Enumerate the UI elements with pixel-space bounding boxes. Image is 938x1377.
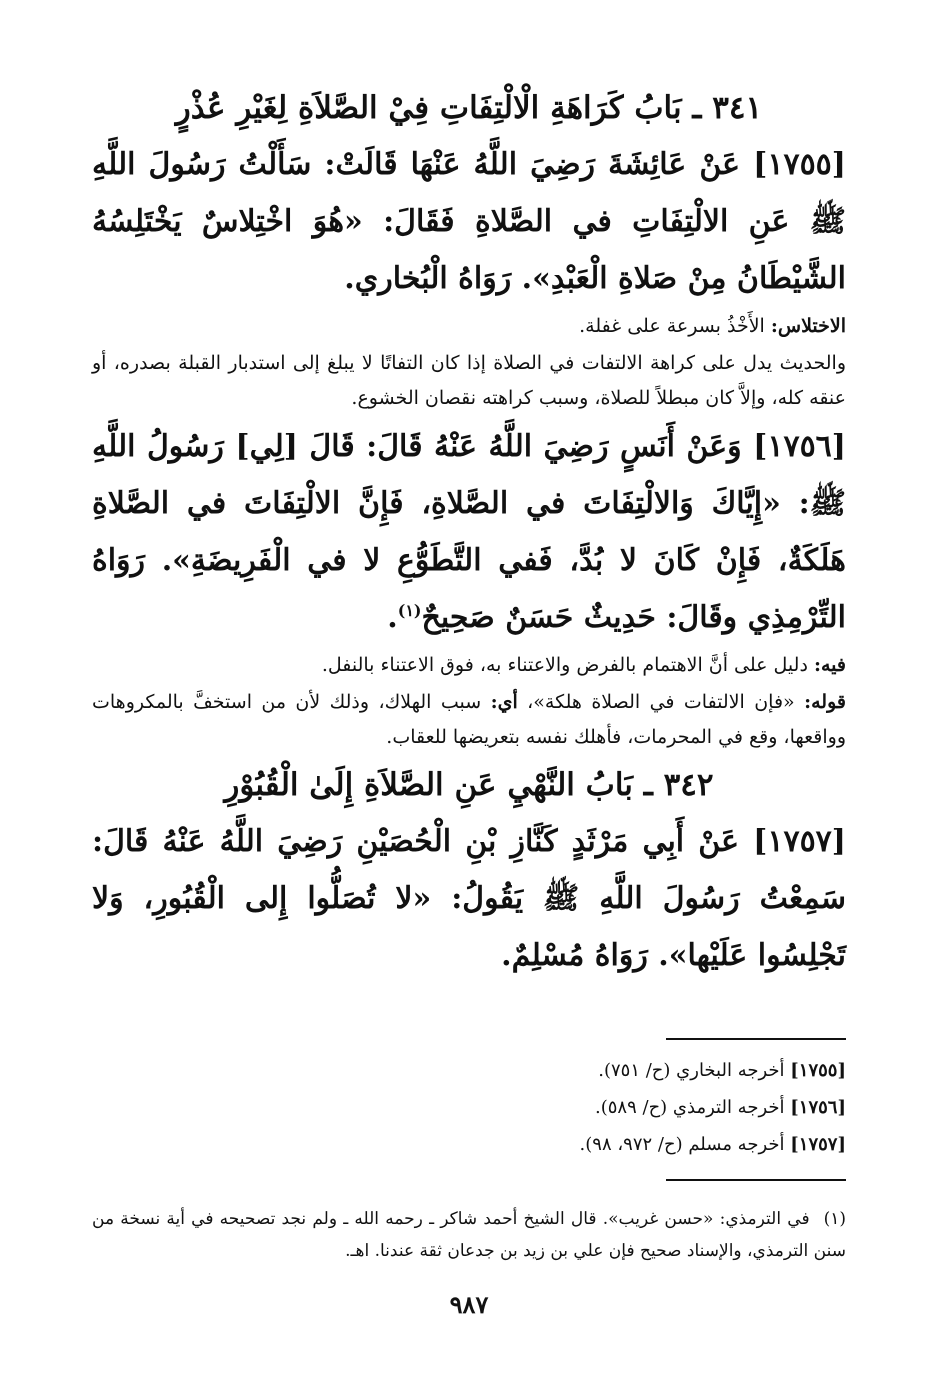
reference-number: [١٧٥٦] [790, 1097, 846, 1118]
reference-text: أخرجه مسلم (ح/ ٩٧٢، ٩٨). [579, 1134, 785, 1155]
hadith-text: عَنْ عَائِشَةَ رَضِيَ اللَّهُ عَنْهَا قَالَتْ: سَأَلْتُ رَسُولَ اللَّهِ ﷺ عَنِ الالْتِفَاتِ في الصَّلاةِ فَقَالَ: «هُوَ اخْتِلاسٌ يَخْتَلِسُهُ الشَّيْطَانُ مِنْ صَلاةِ الْعَبْدِ». رَوَاهُ الْبُخاري. [92, 147, 846, 296]
footnote-number: (١) [823, 1209, 846, 1229]
reference-text: أخرجه البخاري (ح/ ٧٥١). [598, 1060, 785, 1081]
commentary-quote: «فإن الالتفات في الصلاة هلكة»، [517, 691, 805, 713]
hadith-1755 [92, 136, 846, 307]
footnotes-divider [666, 1179, 846, 1181]
hadith-1756 [92, 418, 846, 646]
chapter-heading-341: ٣٤١ ـ بَابُ كَرَاهَةِ الْالْتِفَاتِ فِيْ الصَّلاَةِ لِغَيْرِ عُذْرٍ [175, 90, 763, 126]
commentary-qawluhu [92, 685, 846, 755]
commentary-text: سبب الهلاك، وذلك لأن من استخفَّ بالمكروهات وواقعها، وقع في المحرمات، فأهلك نفسه بتعريضها للعقاب. [92, 691, 846, 748]
page-number: ٩٨٧ [449, 1290, 489, 1319]
references-divider [666, 1038, 846, 1040]
footnotes-block [92, 1179, 846, 1267]
reference-text: أخرجه الترمذي (ح/ ٥٨٩). [595, 1097, 785, 1118]
commentary-text: دليل على أنَّ الاهتمام بالفرض والاعتناء به، فوق الاعتناء بالنفل. [321, 654, 814, 676]
commentary-label: الاختلاس: [770, 315, 846, 337]
reference-line [92, 1052, 846, 1089]
reference-number: [١٧٥٧] [790, 1134, 846, 1155]
hadith-text: عَنْ أَبِي مَرْثَدٍ كَنَّازِ بْنِ الْحُصَيْنِ رَضِيَ اللَّهُ عَنْهُ قَالَ: سَمِعْتُ رَسُولَ اللَّهِ ﷺ يَقُولُ: «لا تُصَلُّوا إِلى الْقُبُورِ، وَلا تَجْلِسُوا عَلَيْها». رَوَاهُ مُسْلِمٌ. [92, 824, 846, 973]
commentary-definition [92, 309, 846, 344]
commentary-fihi [92, 648, 846, 683]
reference-line [92, 1089, 846, 1126]
commentary-label: قوله: [804, 691, 846, 713]
hadith-number: [١٧٥٦] [753, 429, 846, 464]
hadith-number: [١٧٥٥] [753, 147, 846, 182]
commentary-label-ay: أي: [490, 691, 518, 713]
reference-line [92, 1126, 846, 1163]
commentary-text: الأَخْذُ بسرعة على غفلة. [579, 315, 771, 337]
footnote-mark: (١) [397, 601, 422, 620]
footnote-text: في الترمذي: «حسن غريب». قال الشيخ أحمد شاكر ـ رحمه الله ـ ولم نجد تصحيحه في أية نسخة من سنن الترمذي، والإسناد صحيح فإن علي بن زيد بن جدعان ثقة عندنا. اهـ. [92, 1209, 846, 1261]
commentary-paragraph: والحديث يدل على كراهة الالتفات في الصلاة إذا كان التفاتًا لا يبلغ إلى استدبار القبلة بصدره، أو عنقه كله، وإلاَّ كان مبطلاً للصلاة، وسبب كراهته نقصان الخشوع. [92, 352, 846, 409]
hadith-text: وَعَنْ أَنَسٍ رَضِيَ اللَّهُ عَنْهُ قَالَ: قَالَ [لِي] رَسُولُ اللَّهِ ﷺ: «إِيَّاكَ وَالالْتِفَاتَ في الصَّلاةِ، فَإِنَّ الالْتِفَاتَ في الصَّلاةِ هَلَكَةٌ، فَإِنْ كَانَ لا بُدَّ، فَفي التَّطَوُّعِ لا في الْفَرِيضَةِ». رَوَاهُ التِّرْمِذِي وقَالَ: حَدِيثٌ حَسَنٌ صَحِيحٌ [92, 429, 846, 635]
footnote [92, 1203, 846, 1267]
commentary-label: فيه: [813, 654, 846, 676]
hadith-number: [١٧٥٧] [753, 824, 846, 859]
hadith-1757 [92, 813, 846, 984]
references-block [92, 1038, 846, 1163]
hadith-end: . [387, 600, 398, 635]
chapter-heading-342: ٣٤٢ ـ بَابُ النَّهْيِ عَنِ الصَّلاَةِ إِلَىٰ الْقُبُوْرِ [224, 767, 714, 803]
reference-number: [١٧٥٥] [790, 1060, 846, 1081]
